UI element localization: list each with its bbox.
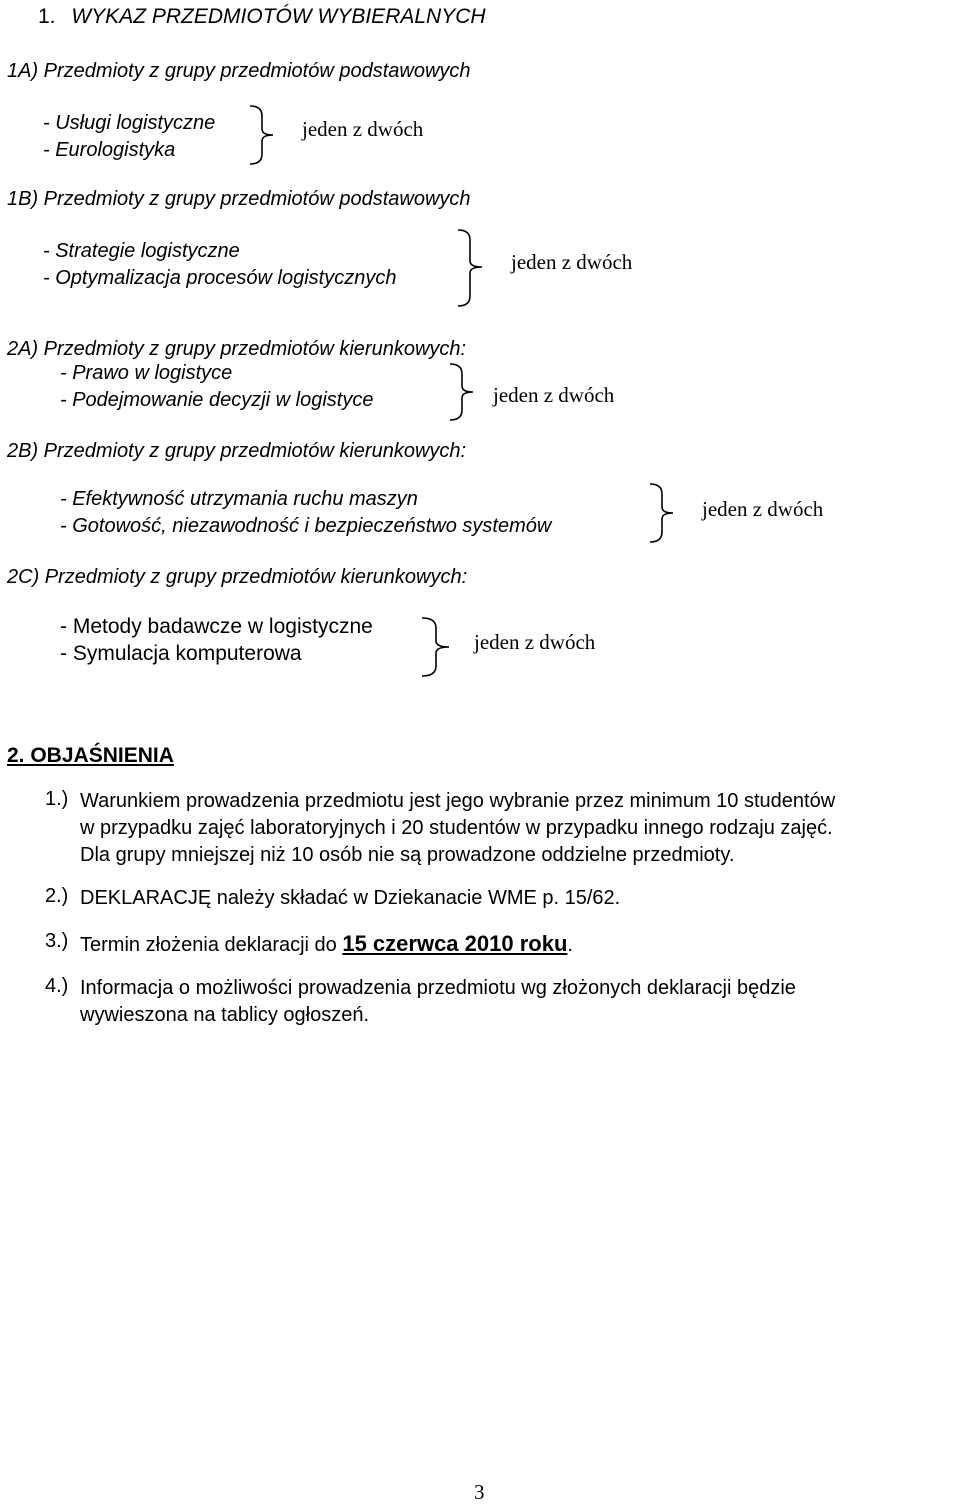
group-2c-choice: jeden z dwóch xyxy=(474,630,596,654)
group-2b-choice: jeden z dwóch xyxy=(702,497,824,521)
group-1a-heading: 1A) Przedmioty z grupy przedmiotów podstawowych xyxy=(7,60,471,82)
note-4-number: 4.) xyxy=(45,975,69,997)
group-2b-brace xyxy=(648,482,678,544)
group-2a-heading: 2A) Przedmioty z grupy przedmiotów kierunkowych: xyxy=(7,338,467,360)
group-2c-item-1: - Metody badawcze w logistyczne xyxy=(60,615,373,638)
note-1-number: 1.) xyxy=(45,788,69,810)
group-2a-item-2: - Podejmowanie decyzji w logistyce xyxy=(60,389,374,411)
group-1b-item-1: - Strategie logistyczne xyxy=(43,240,240,262)
group-2c-heading: 2C) Przedmioty z grupy przedmiotów kierunkowych: xyxy=(7,566,468,588)
group-1a-item-2: - Eurologistyka xyxy=(43,139,176,161)
note-4-line-2: wywieszona na tablicy ogłoszeń. xyxy=(80,1004,370,1026)
group-2c-item-2: - Symulacja komputerowa xyxy=(60,642,302,665)
group-2c-brace xyxy=(420,616,454,678)
group-2a-choice: jeden z dwóch xyxy=(493,383,615,407)
group-1b-item-2: - Optymalizacja procesów logistycznych xyxy=(43,267,397,289)
group-1b-choice: jeden z dwóch xyxy=(511,250,633,274)
group-1b-brace xyxy=(456,228,486,308)
section-number: 1. xyxy=(38,5,56,28)
note-3-prefix: Termin złożenia deklaracji do xyxy=(80,934,343,956)
section-2-title: 2. OBJAŚNIENIA xyxy=(7,744,174,767)
section-title xyxy=(38,5,486,29)
note-1-line-2: w przypadku zajęć laboratoryjnych i 20 studentów w przypadku innego rodzaju zajęć. xyxy=(80,817,833,839)
group-2a-brace xyxy=(448,362,478,422)
group-2b-item-2: - Gotowość, niezawodność i bezpieczeństwo systemów xyxy=(60,515,552,537)
group-2a-item-1: - Prawo w logistyce xyxy=(60,362,233,384)
page-number: 3 xyxy=(474,1480,485,1504)
group-1a-item-1: - Usługi logistyczne xyxy=(43,112,216,134)
note-1-line-3: Dla grupy mniejszej niż 10 osób nie są prowadzone oddzielne przedmioty. xyxy=(80,844,735,866)
group-2b-heading: 2B) Przedmioty z grupy przedmiotów kierunkowych: xyxy=(7,440,467,462)
group-1a-choice: jeden z dwóch xyxy=(302,117,424,141)
note-3-deadline: 15 czerwca 2010 roku xyxy=(342,931,568,956)
note-1-line-1: Warunkiem prowadzenia przedmiotu jest jego wybranie przez minimum 10 studentów xyxy=(80,790,836,812)
group-1b-heading: 1B) Przedmioty z grupy przedmiotów podstawowych xyxy=(7,188,471,210)
note-2-line-1: DEKLARACJĘ należy składać w Dziekanacie WME p. 15/62. xyxy=(80,887,621,909)
note-3-suffix: . xyxy=(567,934,573,956)
group-2b-item-1: - Efektywność utrzymania ruchu maszyn xyxy=(60,488,418,510)
note-2-number: 2.) xyxy=(45,885,69,907)
section-title-text: WYKAZ PRZEDMIOTÓW WYBIERALNYCH xyxy=(71,5,486,28)
note-3-text xyxy=(80,930,573,959)
group-1a-brace xyxy=(248,104,278,166)
note-3-number: 3.) xyxy=(45,930,69,952)
note-4-line-1: Informacja o możliwości prowadzenia przedmiotu wg złożonych deklaracji będzie xyxy=(80,977,796,999)
